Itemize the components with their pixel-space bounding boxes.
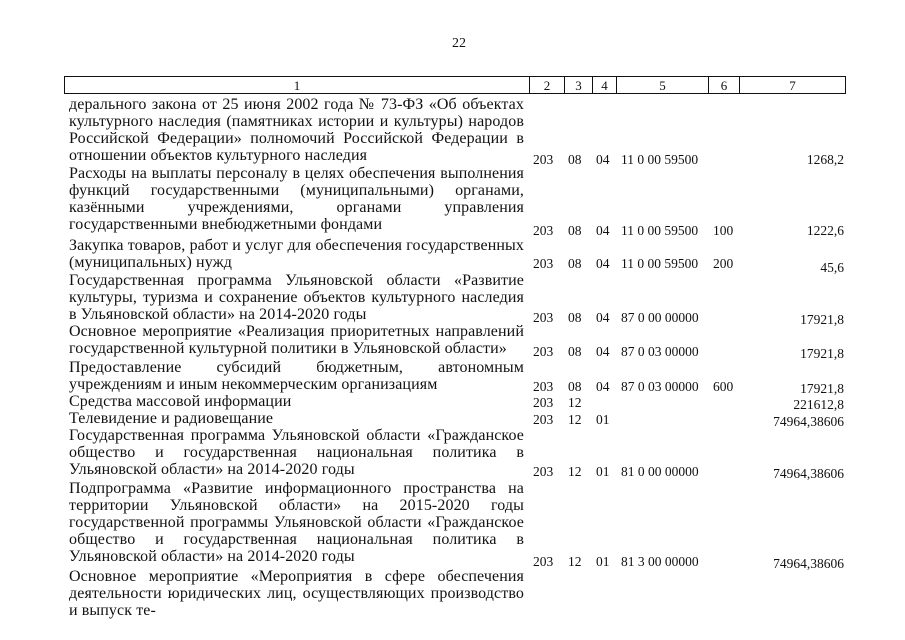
amount: 221612,8 — [793, 397, 844, 412]
code-admin: 203 — [533, 223, 554, 238]
code-admin: 203 — [533, 379, 554, 394]
code-admin: 203 — [533, 344, 554, 359]
code-subsection: 01 — [596, 412, 610, 427]
table-row-description: Средства массовой информации — [69, 393, 292, 410]
code-admin: 203 — [533, 464, 554, 479]
column-header-3: 3 — [564, 76, 593, 94]
code-target-article: 87 0 00 00000 — [621, 310, 699, 325]
column-header-2: 2 — [529, 76, 565, 94]
code-admin: 203 — [533, 152, 554, 167]
amount: 17921,8 — [800, 312, 844, 327]
code-admin: 203 — [533, 554, 554, 569]
code-subsection: 04 — [596, 256, 610, 271]
code-target-article: 11 0 00 59500 — [621, 256, 699, 271]
code-subsection: 01 — [596, 554, 610, 569]
code-target-article: 87 0 03 00000 — [621, 379, 699, 394]
code-subsection: 01 — [596, 464, 610, 479]
table-row-description: Предоставление субсидий бюджетным, автономным учреждениям и иным некоммерческим организациям — [69, 359, 524, 393]
amount: 74964,38606 — [773, 556, 844, 571]
code-target-article: 11 0 00 59500 — [621, 152, 699, 167]
page-number: 22 — [452, 36, 466, 51]
column-header-7: 7 — [739, 76, 846, 94]
amount: 17921,8 — [800, 346, 844, 361]
code-subsection: 04 — [596, 152, 610, 167]
code-subsection: 04 — [596, 223, 610, 238]
code-admin: 203 — [533, 412, 554, 427]
code-section: 08 — [568, 310, 582, 325]
table-row-description: Основное мероприятие «Мероприятия в сфере обеспечения деятельности юридических лиц, осуществляющих производство и выпуск те- — [69, 568, 524, 619]
table-row-description: Подпрограмма «Развитие информационного пространства на территории Ульяновской области» на 2015-2020 годы государственной программы Ульяновской области «Гражданское общество и государственная национальная политика в Ульяновской области» на 2014-2020 годы — [69, 480, 524, 565]
amount: 17921,8 — [800, 381, 844, 396]
table-row-description: Государственная программа Ульяновской области «Гражданское общество и государственная национальная политика в Ульяновской области» на 2014-2020 годы — [69, 427, 524, 478]
table-row-description: Расходы на выплаты персоналу в целях обеспечения выполнения функций государственными (муниципальными) органами, казёнными учреждениями, органами управления государственными внебюджетными фондами — [69, 165, 524, 233]
code-subsection: 04 — [596, 344, 610, 359]
code-expense-type: 200 — [713, 256, 734, 271]
code-subsection: 04 — [596, 379, 610, 394]
table-row-description: Телевидение и радиовещание — [69, 410, 274, 427]
amount: 74964,38606 — [773, 414, 844, 429]
code-section: 12 — [568, 464, 582, 479]
code-section: 08 — [568, 256, 582, 271]
code-target-article: 87 0 03 00000 — [621, 344, 699, 359]
code-section: 12 — [568, 554, 582, 569]
code-section: 08 — [568, 379, 582, 394]
amount: 74964,38606 — [773, 466, 844, 481]
column-header-4: 4 — [592, 76, 617, 94]
code-expense-type: 600 — [713, 379, 734, 394]
code-section: 08 — [568, 223, 582, 238]
code-admin: 203 — [533, 310, 554, 325]
amount: 1222,6 — [806, 223, 844, 238]
code-section: 12 — [568, 395, 582, 410]
column-header-5: 5 — [616, 76, 709, 94]
code-expense-type: 100 — [713, 223, 734, 238]
amount: 1268,2 — [806, 152, 844, 167]
code-section: 12 — [568, 412, 582, 427]
code-admin: 203 — [533, 395, 554, 410]
table-row-description: Закупка товаров, работ и услуг для обеспечения государственных (муниципальных) нужд — [69, 237, 524, 271]
column-header-6: 6 — [708, 76, 740, 94]
table-row-description: Государственная программа Ульяновской области «Развитие культуры, туризма и сохранение объектов культурного наследия в Ульяновской области» на 2014-2020 годы — [69, 272, 524, 323]
code-admin: 203 — [533, 256, 554, 271]
code-subsection: 04 — [596, 310, 610, 325]
code-section: 08 — [568, 344, 582, 359]
code-target-article: 81 3 00 00000 — [621, 554, 699, 569]
table-row-description: дерального закона от 25 июня 2002 года № 73-ФЗ «Об объектах культурного наследия (памятниках истории и культуры) народов Российской Федерации» полномочий Российской Федерации в отношении объектов культурного наследия — [69, 96, 524, 164]
code-target-article: 11 0 00 59500 — [621, 223, 699, 238]
code-target-article: 81 0 00 00000 — [621, 464, 699, 479]
amount: 45,6 — [820, 260, 844, 275]
table-row-description: Основное мероприятие «Реализация приоритетных направлений государственной культурной политики в Ульяновской области» — [69, 323, 524, 357]
code-section: 08 — [568, 152, 582, 167]
column-header-1: 1 — [64, 76, 530, 94]
